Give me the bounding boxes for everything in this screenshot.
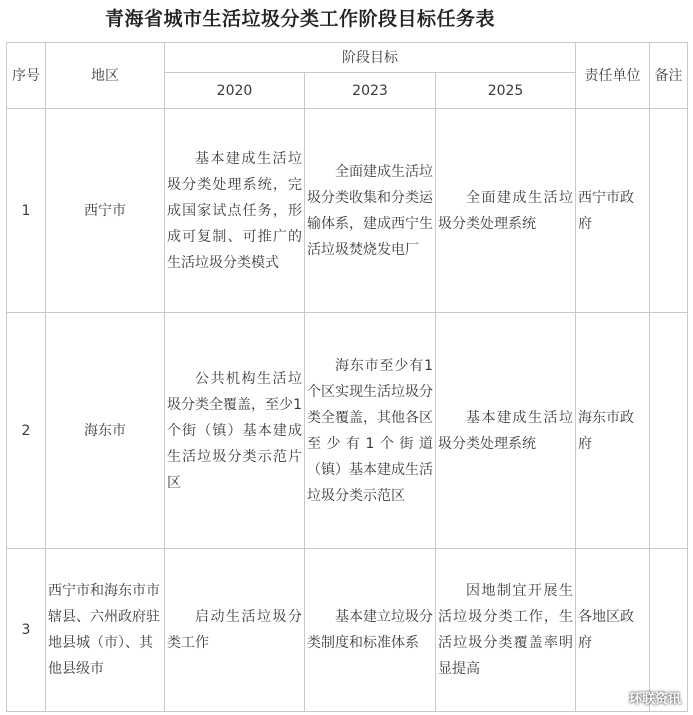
row-responsible: 西宁市政府 (576, 109, 650, 313)
header-remarks: 备注 (650, 43, 688, 109)
header-index: 序号 (7, 43, 46, 109)
table-row (7, 549, 688, 712)
row-goal-2023: 全面建成生活垃圾分类收集和分类运输体系，建成西宁生活垃圾焚烧发电厂 (305, 109, 436, 313)
row-region: 西宁市和海东市市辖县、六州政府驻地县城（市）、其他县级市 (46, 549, 165, 712)
task-table (6, 42, 688, 712)
row-index: 3 (7, 549, 46, 712)
row-goal-2025: 因地制宜开展生活垃圾分类工作，生活垃圾分类覆盖率明显提高 (436, 549, 576, 712)
row-index: 1 (7, 109, 46, 313)
row-goal-2020: 启动生活垃圾分类工作 (165, 549, 305, 712)
header-stage-goal: 阶段目标 (165, 43, 576, 73)
row-index: 2 (7, 313, 46, 549)
row-goal-2023: 海东市至少有1个区实现生活垃圾分类全覆盖，其他各区至少有1个街道（镇）基本建成生活垃圾分类示范区 (305, 313, 436, 549)
row-goal-2020: 公共机构生活垃圾分类全覆盖，至少1个街（镇）基本建成生活垃圾分类示范片区 (165, 313, 305, 549)
watermark (605, 688, 681, 707)
header-region: 地区 (46, 43, 165, 109)
row-goal-2023: 基本建立垃圾分类制度和标准体系 (305, 549, 436, 712)
header-year-2023: 2023 (305, 73, 436, 109)
row-responsible: 海东市政府 (576, 313, 650, 549)
row-remarks (650, 109, 688, 313)
table-row (7, 109, 688, 313)
row-responsible: 各地区政府 (576, 549, 650, 712)
header-row (7, 43, 688, 73)
wechat-icon (605, 690, 625, 706)
header-year-2020: 2020 (165, 73, 305, 109)
watermark-text: 环联资讯 (628, 692, 681, 707)
row-region: 西宁市 (46, 109, 165, 313)
header-year-2025: 2025 (436, 73, 576, 109)
header-responsible: 责任单位 (576, 43, 650, 109)
page-title: 青海省城市生活垃圾分类工作阶段目标任务表 (104, 8, 495, 30)
row-remarks (650, 313, 688, 549)
table-row (7, 313, 688, 549)
row-goal-2020: 基本建成生活垃圾分类处理系统，完成国家试点任务，形成可复制、可推广的生活垃圾分类模式 (165, 109, 305, 313)
row-goal-2025: 全面建成生活垃圾分类处理系统 (436, 109, 576, 313)
row-region: 海东市 (46, 313, 165, 549)
row-goal-2025: 基本建成生活垃圾分类处理系统 (436, 313, 576, 549)
